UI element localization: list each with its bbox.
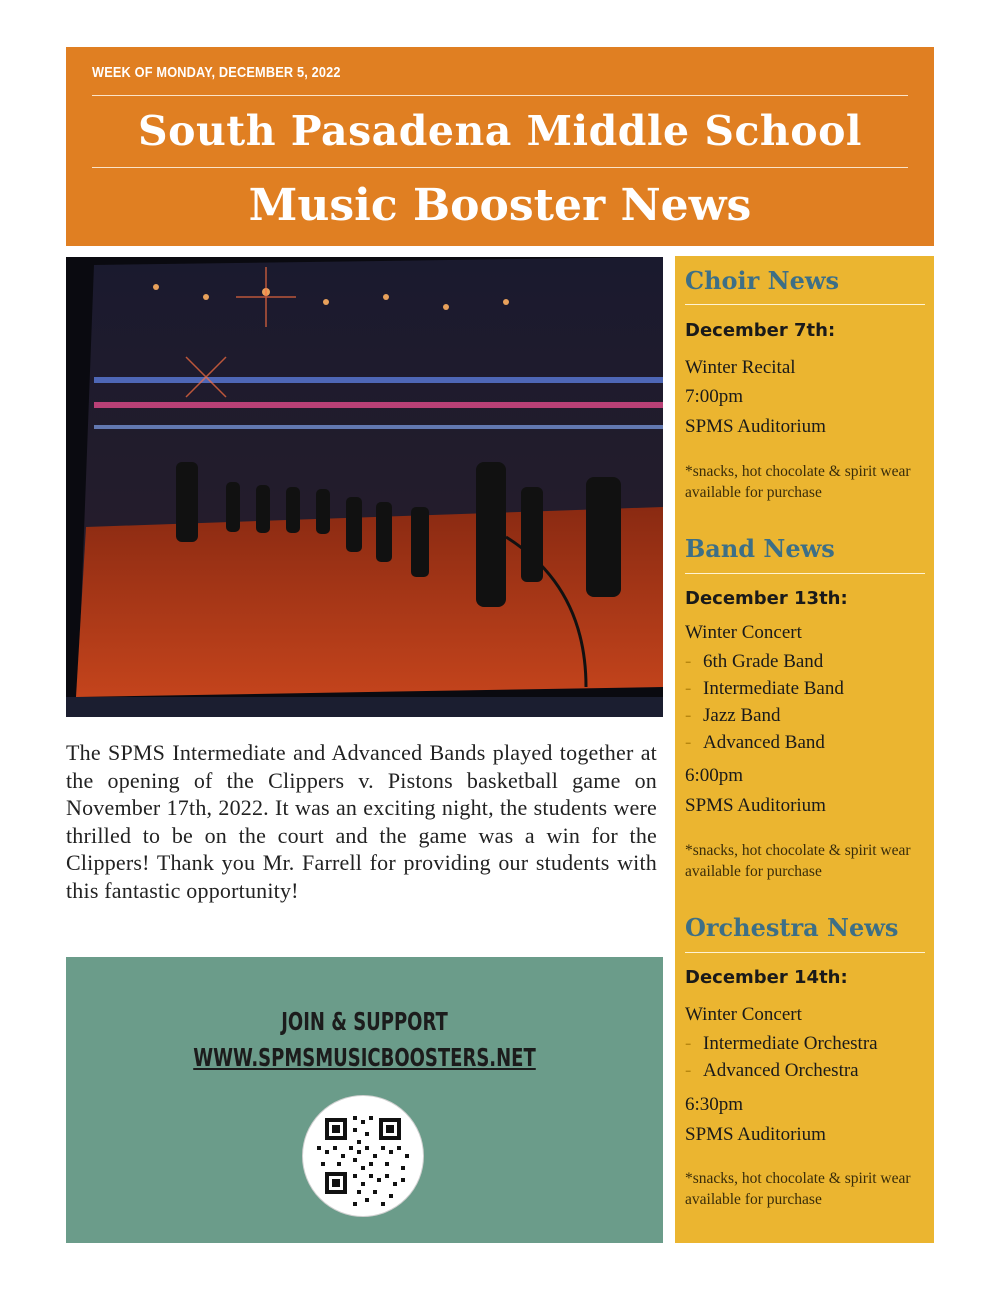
orchestra-time: 6:30pm [685,1094,744,1115]
newsletter-header [66,47,934,246]
newsletter-title: Music Booster News [248,180,752,231]
band-group-item: - 6th Grade Band [685,651,824,672]
orchestra-news-heading: Orchestra News [685,913,899,942]
events-sidebar [675,256,934,1243]
orchestra-note: *snacks, hot chocolate & spirit wear available for purchase [685,1170,911,1208]
band-performance-photo [66,257,663,717]
article-text: The SPMS Intermediate and Advanced Bands played together at the opening of the Clippers v. Pistons basketball game on November 17th, 2022. It was an exciting night, the students were thrilled to be on the court and the game was a win for the Clippers! Thank you Mr. Farrell for providing our students with this fantastic opportunity! [66,740,657,903]
band-note: *snacks, hot chocolate & spirit wear available for purchase [685,842,911,880]
boosters-website-link[interactable]: WWW.SPMSMUSICBOOSTERS.NET [193,1043,536,1072]
orchestra-divider [685,952,925,953]
qr-code-icon[interactable] [302,1095,424,1217]
orchestra-event: Winter Concert [685,1004,802,1025]
join-support-panel [66,957,663,1243]
band-time: 6:00pm [685,765,744,786]
orchestra-date: December 14th: [685,967,848,988]
band-divider [685,573,925,574]
band-location: SPMS Auditorium [685,795,826,816]
week-of-label: WEEK OF MONDAY, DECEMBER 5, 2022 [92,64,341,81]
band-event: Winter Concert [685,622,802,643]
choir-event: Winter Recital [685,357,796,378]
choir-news-heading: Choir News [685,266,840,295]
choir-date: December 7th: [685,320,836,341]
band-group-item: - Intermediate Band [685,678,844,699]
band-group-item: - Jazz Band [685,705,781,726]
header-divider-top [92,95,908,96]
join-heading: JOIN & SUPPORT [281,1007,448,1036]
header-divider-middle [92,167,908,168]
choir-note: *snacks, hot chocolate & spirit wear available for purchase [685,463,911,501]
school-title: South Pasadena Middle School [137,107,862,155]
band-news-heading: Band News [685,534,835,563]
orchestra-group-item: - Advanced Orchestra [685,1060,859,1081]
orchestra-location: SPMS Auditorium [685,1124,826,1145]
choir-location: SPMS Auditorium [685,416,826,437]
choir-divider [685,304,925,305]
band-group-item: - Advanced Band [685,732,825,753]
orchestra-group-item: - Intermediate Orchestra [685,1033,878,1054]
band-date: December 13th: [685,588,848,609]
choir-time: 7:00pm [685,386,744,407]
